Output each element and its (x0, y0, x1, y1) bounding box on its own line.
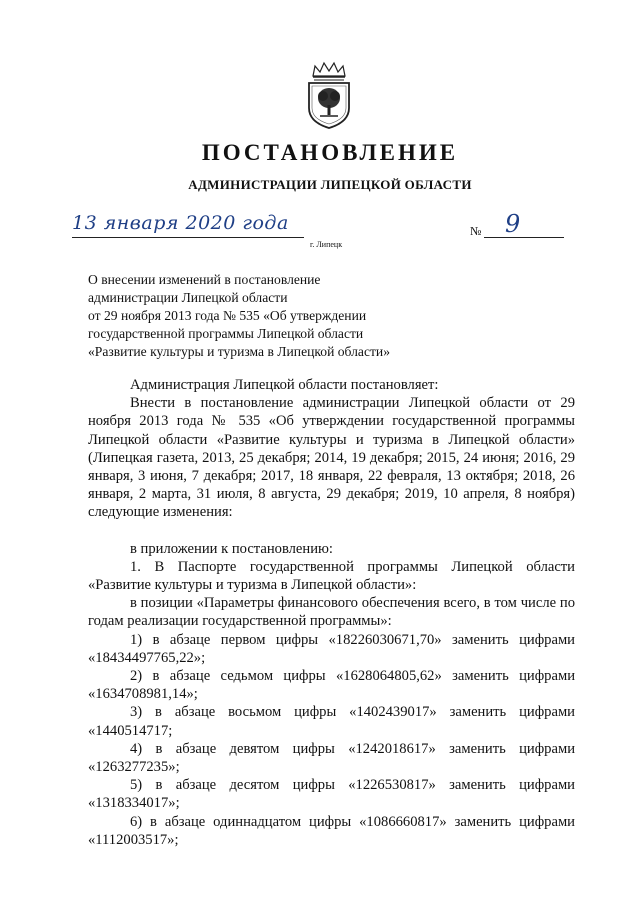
subitem: 3) в абзаце восьмом цифры «1402439017» заменить цифрами «1440514717; (88, 704, 575, 739)
document-body (88, 376, 575, 849)
subitem: 5) в абзаце десятом цифры «1226530817» заменить цифрами «1318334017»; (88, 777, 575, 812)
subject-line: О внесении изменений в постановление (88, 272, 321, 287)
subject-block (88, 271, 390, 361)
annex-paragraph: в приложении к постановлению: (130, 540, 333, 557)
position-paragraph: в позиции «Параметры финансового обеспечения всего, в том числе по годам реализации государственной программы»: (88, 595, 575, 630)
issuing-authority: АДМИНИСТРАЦИИ ЛИПЕЦКОЙ ОБЛАСТИ (188, 177, 472, 192)
subject-line: от 29 ноября 2013 года № 535 «Об утверждении (88, 308, 367, 323)
item-1: 1. В Паспорте государственной программы Липецкой области «Развитие культуры и туризма в Липецкой области»: (88, 558, 575, 594)
intro-paragraph: Внести в постановление администрации Липецкой области от 29 ноября 2013 года № 535 «Об утверждении государственной программы Липецкой области «Развитие культуры и туризма в Липецкой области» (Липецкая газета, 2013, 25 декабря; 2014, 19 декабря; 2015, 24 июня; 2016, 29 января, 3 июня, 7 декабря; 2017, 18 января, 22 февраля, 13 октября; 2018, 26 января, 2 марта, 31 июля, 8 августа, 29 декабря; 2019, 10 апреля, 8 ноября) следующие изменения: (88, 395, 575, 521)
spacer (88, 522, 575, 540)
document-title: ПОСТАНОВЛЕНИЕ (201, 140, 459, 165)
number-underline (484, 237, 564, 238)
subject-line: администрации Липецкой области (88, 290, 288, 305)
date-underline (72, 237, 304, 238)
preamble: Администрация Липецкой области постановляет: (130, 377, 439, 393)
subject-line: «Развитие культуры и туризма в Липецкой области» (88, 344, 391, 359)
number-sign: № (470, 224, 482, 238)
subitem: 1) в абзаце первом цифры «18226030671,70» заменить цифрами «18434497765,22»; (88, 631, 575, 666)
city-label: г. Липецк (310, 240, 343, 249)
subitem: 4) в абзаце девятом цифры «1242018617» заменить цифрами «1263277235»; (88, 740, 575, 776)
handwritten-number: 9 (505, 210, 521, 238)
handwritten-date: 13 января 2020 года (72, 212, 289, 234)
coat-of-arms-icon (303, 60, 355, 130)
subitem: 2) в абзаце седьмом цифры «1628064805,62» заменить цифрами «1634708981,14»; (88, 668, 575, 703)
subitem: 6) в абзаце одиннадцатом цифры «1086660817» заменить цифрами «1112003517»; (88, 813, 575, 848)
subject-line: государственной программы Липецкой области (88, 326, 364, 341)
